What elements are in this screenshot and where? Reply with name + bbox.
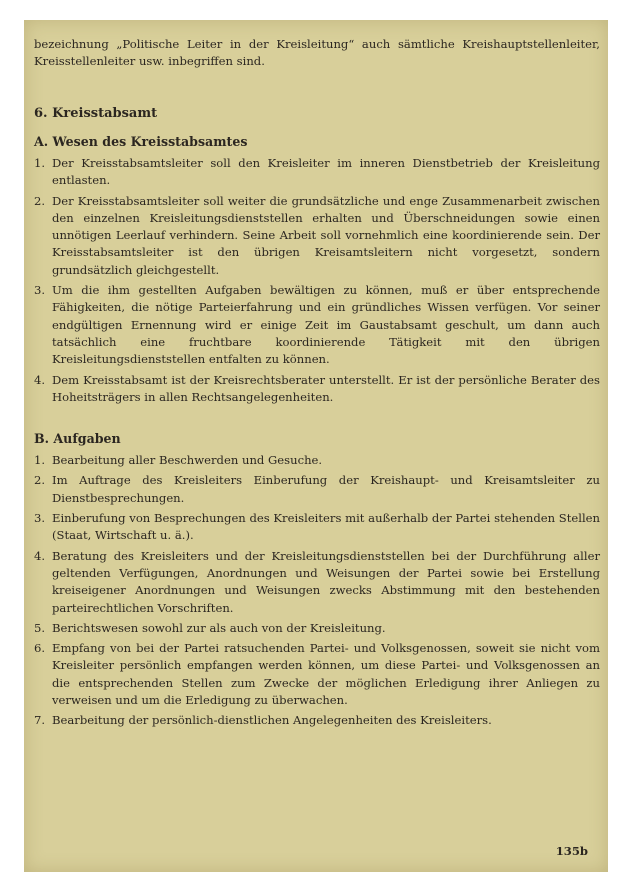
list-item <box>34 712 600 729</box>
item-number: 4. <box>34 548 46 563</box>
list-part-a <box>34 155 600 406</box>
item-text: Empfang von bei der Partei ratsuchenden Partei- und Volksgenossen, soweit sie nicht vom Kreisleiter persönlich empfangen werden können, um diese Partei- und Volksgenossen an die entsprechenden Stellen zum Zwecke der möglichen Erledigung ihrer Anliegen zu verweisen und um die Erledigung zu überwachen. <box>52 641 600 708</box>
subsection-title-b: B. Aufgaben <box>34 431 121 447</box>
item-number: 7. <box>34 713 46 728</box>
item-text: Bearbeitung der persönlich-dienstlichen Angelegenheiten des Kreisleiters. <box>52 713 492 728</box>
document-page <box>24 20 608 872</box>
item-number: 4. <box>34 372 46 387</box>
list-part-b <box>34 452 600 729</box>
list-item <box>34 282 600 368</box>
item-text: Der Kreisstabsamtsleiter soll den Kreisleiter im inneren Dienstbetrieb der Kreisleitung entlasten. <box>52 156 600 188</box>
item-text: Der Kreisstabsamtsleiter soll weiter die grundsätzliche und enge Zusammenarbeit zwischen den einzelnen Kreisleitungsdienststellen erhalten und Überschneidungen sowie einen unnötigen Leerlauf verhindern. Seine Arbeit soll vornehmlich eine koordinierende sein. Der Kreisstabsamtsleiter ist den übrigen Kreisamtsleitern nicht vorgesetzt, sondern grundsätzlich gleichgestellt. <box>52 193 600 277</box>
list-item <box>34 472 600 507</box>
item-number: 1. <box>34 453 46 468</box>
list-item <box>34 193 600 279</box>
spacer <box>34 409 600 431</box>
item-number: 6. <box>34 641 46 656</box>
page-content <box>34 36 600 733</box>
item-number: 1. <box>34 156 46 170</box>
item-number: 2. <box>34 193 46 208</box>
item-text: Dem Kreisstabsamt ist der Kreisrechtsberater unterstellt. Er ist der persönliche Berater des Hoheitsträgers in allen Rechtsangelegenheiten. <box>52 372 600 404</box>
intro-paragraph: bezeichnung „Politische Leiter in der Kreisleitung“ auch sämtliche Kreishauptstellenleiter, Kreisstellenleiter usw. inbegriffen sind. <box>34 37 600 68</box>
page-number: 135b <box>555 844 588 858</box>
item-text: Einberufung von Besprechungen des Kreisleiters mit außerhalb der Partei stehenden Stellen (Staat, Wirtschaft u. ä.). <box>52 511 600 543</box>
item-text: Um die ihm gestellten Aufgaben bewältigen zu können, muß er über entsprechende Fähigkeiten, die nötige Parteierfahrung und ein gründliches Wissen verfügen. Vor seiner endgültigen Ernennung wird er einige Zeit im Gaustabsamt geschult, um dann auch tatsächlich eine fruchtbare koordinierende Tätigkeit mit den übrigen Kreisleitungsdienststellen entfalten zu können. <box>52 283 600 367</box>
list-item <box>34 510 600 545</box>
item-text: Beratung des Kreisleiters und der Kreisleitungsdienststellen bei der Durchführung aller geltenden Verfügungen, Anordnungen und Weisungen der Partei sowie bei Erstellung kreiseigener Anordnungen und Weisungen zwecks Abstimmung mit den bestehenden parteirechtlichen Vorschriften. <box>52 548 600 615</box>
list-item <box>34 372 600 407</box>
item-text: Bearbeitung aller Beschwerden und Gesuche. <box>52 453 323 468</box>
item-text: Berichtswesen sowohl zur als auch von der Kreisleitung. <box>52 620 386 635</box>
subsection-title-a: A. Wesen des Kreisstabsamtes <box>34 134 248 149</box>
list-item <box>34 452 600 469</box>
item-number: 2. <box>34 473 46 488</box>
section-title: 6. Kreisstabsamt <box>34 106 158 121</box>
list-item <box>34 620 600 637</box>
list-item <box>34 155 600 190</box>
item-number: 5. <box>34 620 46 635</box>
item-number: 3. <box>34 511 46 526</box>
item-text: Im Auftrage des Kreisleiters Einberufung der Kreishaupt- und Kreisamtsleiter zu Dienstbesprechungen. <box>52 473 600 505</box>
list-item <box>34 640 600 709</box>
item-number: 3. <box>34 283 46 298</box>
list-item <box>34 548 600 617</box>
